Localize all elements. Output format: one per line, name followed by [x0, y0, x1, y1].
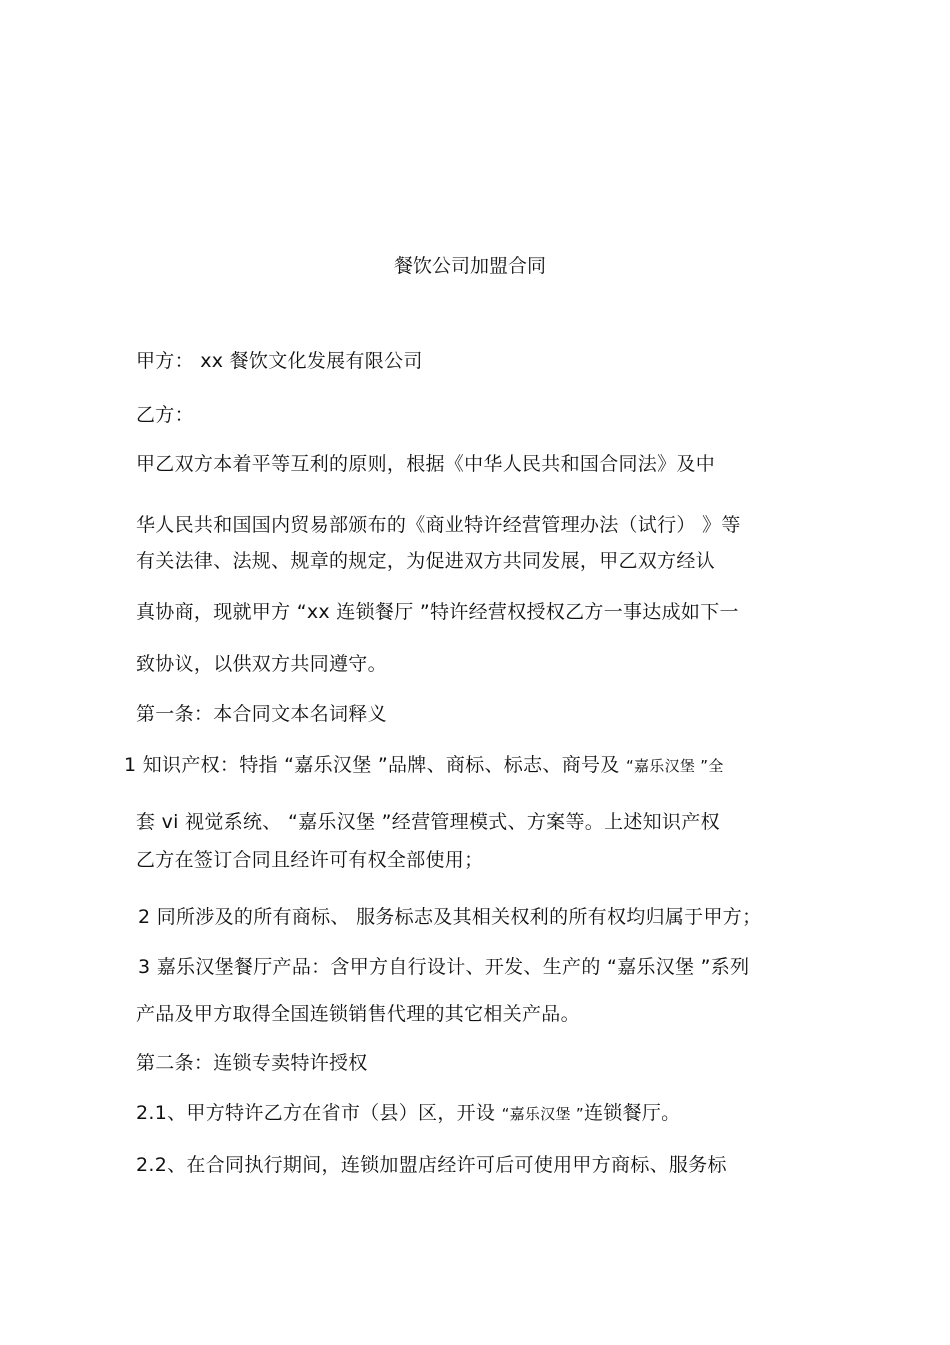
- item-2-line: 2 同所涉及的所有商标、 服务标志及其相关权利的所有权均归属于甲方；: [138, 906, 762, 928]
- clause-2-2-line: 2.2、在合同执行期间，连锁加盟店经许可后可使用甲方商标、服务标: [136, 1154, 727, 1176]
- preamble-line-5: 致协议，以供双方共同遵守。: [136, 653, 387, 675]
- item-1-line-1: [124, 752, 724, 779]
- clause-2-1-line: [136, 1100, 681, 1127]
- clause-2-1-text-c: 连锁餐厅。: [583, 1102, 681, 1124]
- party-b-line: 乙方：: [136, 404, 194, 426]
- preamble-line-4: 真协商，现就甲方 “xx 连锁餐厅 ”特许经营权授权乙方一事达成如下一: [136, 601, 739, 623]
- article-2-heading: 第二条：连锁专卖特许授权: [136, 1052, 368, 1074]
- clause-2-1-text-a: 2.1、甲方特许乙方在省市（县）区，开设: [136, 1102, 502, 1124]
- document-title: 餐饮公司加盟合同: [393, 255, 546, 277]
- item-1-text-a: 1 知识产权：特指 “嘉乐汉堡 ”品牌、商标、标志、商号及: [124, 754, 626, 776]
- article-1-heading: 第一条：本合同文本名词释义: [136, 703, 387, 725]
- item-1-line-3: 乙方在签订合同且经许可有权全部使用；: [136, 849, 484, 871]
- item-1-text-c: 全: [708, 757, 724, 775]
- preamble-line-3: 有关法律、法规、规章的规定，为促进双方共同发展，甲乙双方经认: [136, 550, 716, 572]
- item-3-line-1: 3 嘉乐汉堡餐厅产品：含甲方自行设计、开发、生产的 “嘉乐汉堡 ”系列: [138, 956, 750, 978]
- clause-2-1-brand-small: “嘉乐汉堡 ”: [501, 1105, 584, 1123]
- item-3-line-2: 产品及甲方取得全国连锁销售代理的其它相关产品。: [136, 1003, 580, 1025]
- item-1-line-2: 套 vi 视觉系统、 “嘉乐汉堡 ”经营管理模式、方案等。上述知识产权: [136, 811, 720, 833]
- preamble-line-2: 华人民共和国国内贸易部颁布的《商业特许经营管理办法（试行） 》等: [136, 514, 741, 536]
- item-1-brand-small: “嘉乐汉堡 ”: [625, 757, 709, 775]
- party-a-line: 甲方： xx 餐饮文化发展有限公司: [136, 350, 423, 372]
- preamble-line-1: 甲乙双方本着平等互利的原则，根据《中华人民共和国合同法》及中: [136, 453, 716, 475]
